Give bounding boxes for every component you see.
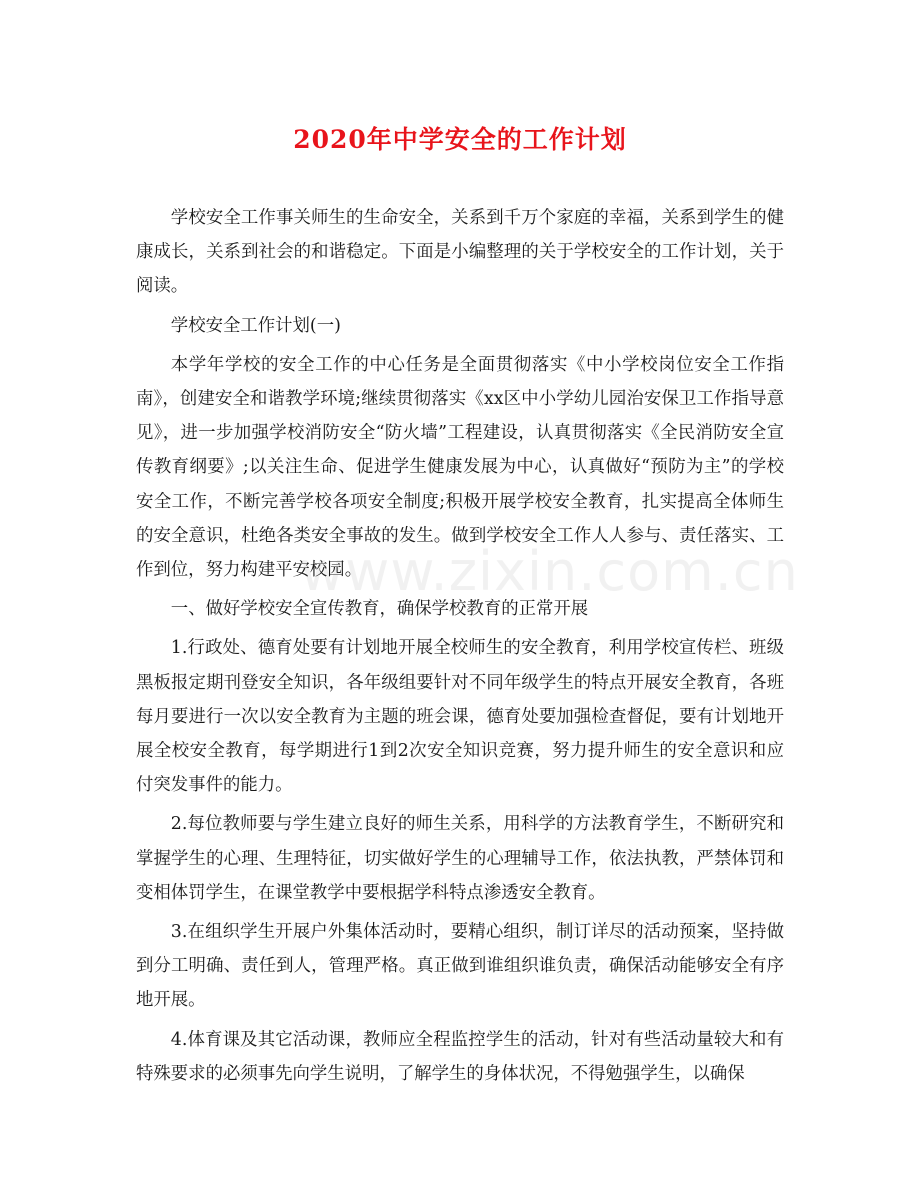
paragraph-intro: 学校安全工作事关师生的生命安全，关系到千万个家庭的幸福，关系到学生的健康成长，关系到社会的和谐稳定。下面是小编整理的关于学校安全的工作计划，关于阅读。: [136, 208, 784, 297]
subsection-heading: 一、做好学校安全宣传教育，确保学校教育的正常开展: [170, 599, 589, 620]
paragraph-item-3: 3.在组织学生开展户外集体活动时，要精心组织，制订详尽的活动预案，坚持做到分工明确、责任到人，管理严格。真正做到谁组织谁负责，确保活动能够安全有序地开展。: [136, 922, 784, 1011]
document-body: [136, 201, 784, 1096]
watermark: www.zixin.com.cn: [300, 540, 799, 603]
section-heading: 学校安全工作计划(一): [170, 315, 341, 336]
paragraph-overview: 本学年学校的安全工作的中心任务是全面贯彻落实《中小学校岗位安全工作指南》，创建安全和谐教学环境;继续贯彻落实《xx区中小学幼儿园治安保卫工作指导意见》，进一步加强学校消防安全“防火墙”工程建设，认真贯彻落实《全民消防安全宣传教育纲要》;以关注生命、促进学生健康发展为中心，认真做好“预防为主”的学校安全工作，不断完善学校各项安全制度;积极开展学校安全教育，扎实提高全体师生的安全意识，杜绝各类安全事故的发生。做到学校安全工作人人参与、责任落实、工作到位，努力构建平安校园。: [136, 354, 784, 581]
document-title: 2020年中学安全的工作计划: [293, 125, 627, 154]
paragraph-item-1: 1.行政处、德育处要有计划地开展全校师生的安全教育，利用学校宣传栏、班级黑板报定期刊登安全知识，各年级组要针对不同年级学生的特点开展安全教育，各班每月要进行一次以安全教育为主题的班会课，德育处要加强检查督促，要有计划地开展全校安全教育，每学期进行1到2次安全知识竞赛，努力提升师生的安全意识和应付突发事件的能力。: [136, 638, 784, 796]
paragraph-item-2: 2.每位教师要与学生建立良好的师生关系，用科学的方法教育学生，不断研究和掌握学生的心理、生理特征，切实做好学生的心理辅导工作，依法执教，严禁体罚和变相体罚学生，在课堂教学中要根据学科特点渗透安全教育。: [136, 814, 784, 903]
paragraph-item-4: 4.体育课及其它活动课，教师应全程监控学生的活动，针对有些活动量较大和有特殊要求的必须事先向学生说明，了解学生的身体状况，不得勉强学生，以确保: [136, 1029, 784, 1084]
